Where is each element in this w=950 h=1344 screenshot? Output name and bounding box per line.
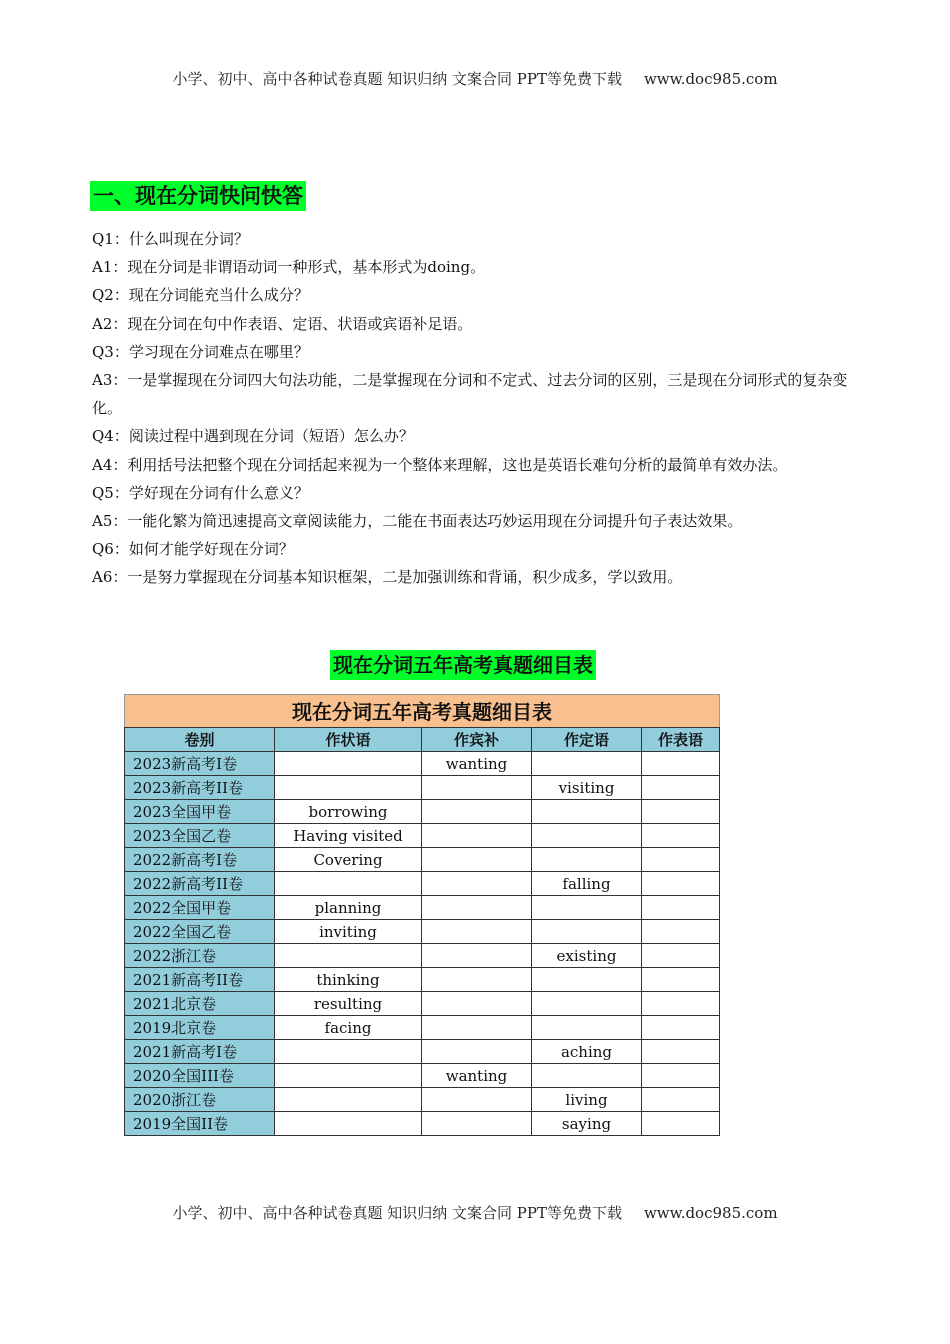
table-body xyxy=(125,752,720,1136)
value-cell: borrowing xyxy=(275,800,422,824)
table-row xyxy=(125,920,720,944)
value-cell xyxy=(275,944,422,968)
value-cell xyxy=(642,1064,720,1088)
value-cell: planning xyxy=(275,896,422,920)
value-cell xyxy=(275,1064,422,1088)
page-header xyxy=(0,68,950,89)
column-header: 作宾补 xyxy=(422,728,532,752)
header-site-link[interactable]: www.doc985.com xyxy=(643,70,778,88)
value-cell: inviting xyxy=(275,920,422,944)
section-title: 一、现在分词快问快答 xyxy=(90,181,306,211)
value-cell xyxy=(422,1040,532,1064)
exam-name-cell: 2021新高考II卷 xyxy=(125,968,275,992)
exam-name-cell: 2022新高考II卷 xyxy=(125,872,275,896)
value-cell xyxy=(642,848,720,872)
value-cell xyxy=(642,920,720,944)
value-cell xyxy=(422,872,532,896)
table-row xyxy=(125,1112,720,1136)
value-cell xyxy=(422,800,532,824)
value-cell xyxy=(532,752,642,776)
value-cell xyxy=(532,896,642,920)
qa-list xyxy=(92,225,867,592)
value-cell: existing xyxy=(532,944,642,968)
value-cell xyxy=(275,1112,422,1136)
value-cell xyxy=(642,1040,720,1064)
value-cell xyxy=(532,968,642,992)
answer-line: A3：一是掌握现在分词四大句法功能，二是掌握现在分词和不定式、过去分词的区别，三是现在分词形式的复杂变化。 xyxy=(92,371,848,418)
value-cell xyxy=(275,1040,422,1064)
exam-name-cell: 2021新高考I卷 xyxy=(125,1040,275,1064)
table-row xyxy=(125,1016,720,1040)
value-cell xyxy=(642,824,720,848)
value-cell xyxy=(532,1016,642,1040)
value-cell: Covering xyxy=(275,848,422,872)
table-row xyxy=(125,848,720,872)
value-cell: Having visited xyxy=(275,824,422,848)
value-cell: thinking xyxy=(275,968,422,992)
table-row xyxy=(125,872,720,896)
value-cell xyxy=(422,968,532,992)
value-cell: visiting xyxy=(532,776,642,800)
value-cell: aching xyxy=(532,1040,642,1064)
value-cell xyxy=(275,872,422,896)
exam-name-cell: 2022全国乙卷 xyxy=(125,920,275,944)
exam-name-cell: 2022全国甲卷 xyxy=(125,896,275,920)
exam-name-cell: 2022新高考I卷 xyxy=(125,848,275,872)
answer-line: A4：利用括号法把整个现在分词括起来视为一个整体来理解，这也是英语长难句分析的最简单有效办法。 xyxy=(92,455,788,474)
table-row xyxy=(125,968,720,992)
exam-name-cell: 2023全国甲卷 xyxy=(125,800,275,824)
value-cell xyxy=(275,776,422,800)
table-row xyxy=(125,944,720,968)
value-cell xyxy=(275,752,422,776)
exam-name-cell: 2021北京卷 xyxy=(125,992,275,1016)
value-cell xyxy=(642,992,720,1016)
value-cell xyxy=(422,1112,532,1136)
value-cell xyxy=(532,824,642,848)
question-line: Q5：学好现在分词有什么意义？ xyxy=(92,483,309,502)
table-row xyxy=(125,1040,720,1064)
question-line: Q3：学习现在分词难点在哪里？ xyxy=(92,342,309,361)
value-cell xyxy=(532,920,642,944)
table-row xyxy=(125,752,720,776)
exam-name-cell: 2019全国II卷 xyxy=(125,1112,275,1136)
value-cell xyxy=(642,944,720,968)
value-cell: falling xyxy=(532,872,642,896)
value-cell: wanting xyxy=(422,752,532,776)
header-text: 小学、初中、高中各种试卷真题 知识归纳 文案合同 PPT等免费下载 xyxy=(172,70,622,88)
value-cell: saying xyxy=(532,1112,642,1136)
table-section-title: 现在分词五年高考真题细目表 xyxy=(330,650,596,680)
value-cell xyxy=(642,896,720,920)
value-cell xyxy=(422,896,532,920)
value-cell xyxy=(422,1088,532,1112)
exam-name-cell: 2020全国III卷 xyxy=(125,1064,275,1088)
table-row xyxy=(125,776,720,800)
question-line: Q1：什么叫现在分词？ xyxy=(92,230,249,248)
question-line: Q6：如何才能学好现在分词？ xyxy=(92,540,294,559)
question-line: Q2：现在分词能充当什么成分？ xyxy=(92,286,309,305)
exam-name-cell: 2023新高考I卷 xyxy=(125,752,275,776)
exam-name-cell: 2023新高考II卷 xyxy=(125,776,275,800)
value-cell xyxy=(422,776,532,800)
value-cell xyxy=(642,1088,720,1112)
value-cell xyxy=(642,872,720,896)
table-row xyxy=(125,800,720,824)
value-cell xyxy=(422,824,532,848)
value-cell xyxy=(422,920,532,944)
table-row xyxy=(125,896,720,920)
footer-text: 小学、初中、高中各种试卷真题 知识归纳 文案合同 PPT等免费下载 xyxy=(172,1204,622,1222)
answer-line: A1：现在分词是非谓语动词一种形式，基本形式为doing。 xyxy=(92,258,486,277)
value-cell xyxy=(642,752,720,776)
value-cell xyxy=(642,800,720,824)
value-cell: facing xyxy=(275,1016,422,1040)
value-cell xyxy=(642,776,720,800)
value-cell: wanting xyxy=(422,1064,532,1088)
exam-name-cell: 2020浙江卷 xyxy=(125,1088,275,1112)
value-cell xyxy=(532,992,642,1016)
exam-table xyxy=(124,694,720,1136)
column-header: 作状语 xyxy=(275,728,422,752)
table-header-row xyxy=(125,728,720,752)
column-header: 作表语 xyxy=(642,728,720,752)
value-cell xyxy=(422,944,532,968)
column-header: 卷别 xyxy=(125,728,275,752)
exam-name-cell: 2022浙江卷 xyxy=(125,944,275,968)
value-cell xyxy=(275,1088,422,1112)
value-cell xyxy=(422,848,532,872)
exam-name-cell: 2019北京卷 xyxy=(125,1016,275,1040)
answer-line: A2：现在分词在句中作表语、定语、状语或宾语补足语。 xyxy=(92,314,473,333)
value-cell: living xyxy=(532,1088,642,1112)
table-caption: 现在分词五年高考真题细目表 xyxy=(124,694,720,727)
value-cell xyxy=(642,968,720,992)
answer-line: A5：一能化繁为简迅速提高文章阅读能力，二能在书面表达巧妙运用现在分词提升句子表达效果。 xyxy=(92,512,743,531)
exam-name-cell: 2023全国乙卷 xyxy=(125,824,275,848)
value-cell xyxy=(642,1016,720,1040)
value-cell xyxy=(422,1016,532,1040)
answer-line: A6：一是努力掌握现在分词基本知识框架，二是加强训练和背诵，积少成多，学以致用。 xyxy=(92,568,683,587)
value-cell xyxy=(532,1064,642,1088)
column-header: 作定语 xyxy=(532,728,642,752)
table-row xyxy=(125,1088,720,1112)
footer-site-link[interactable]: www.doc985.com xyxy=(643,1204,778,1222)
value-cell xyxy=(532,848,642,872)
table-row xyxy=(125,824,720,848)
table-row xyxy=(125,992,720,1016)
question-line: Q4：阅读过程中遇到现在分词（短语）怎么办？ xyxy=(92,427,414,446)
value-cell xyxy=(422,992,532,1016)
value-cell xyxy=(642,1112,720,1136)
value-cell xyxy=(532,800,642,824)
table-row xyxy=(125,1064,720,1088)
value-cell: resulting xyxy=(275,992,422,1016)
page-footer xyxy=(0,1202,950,1223)
